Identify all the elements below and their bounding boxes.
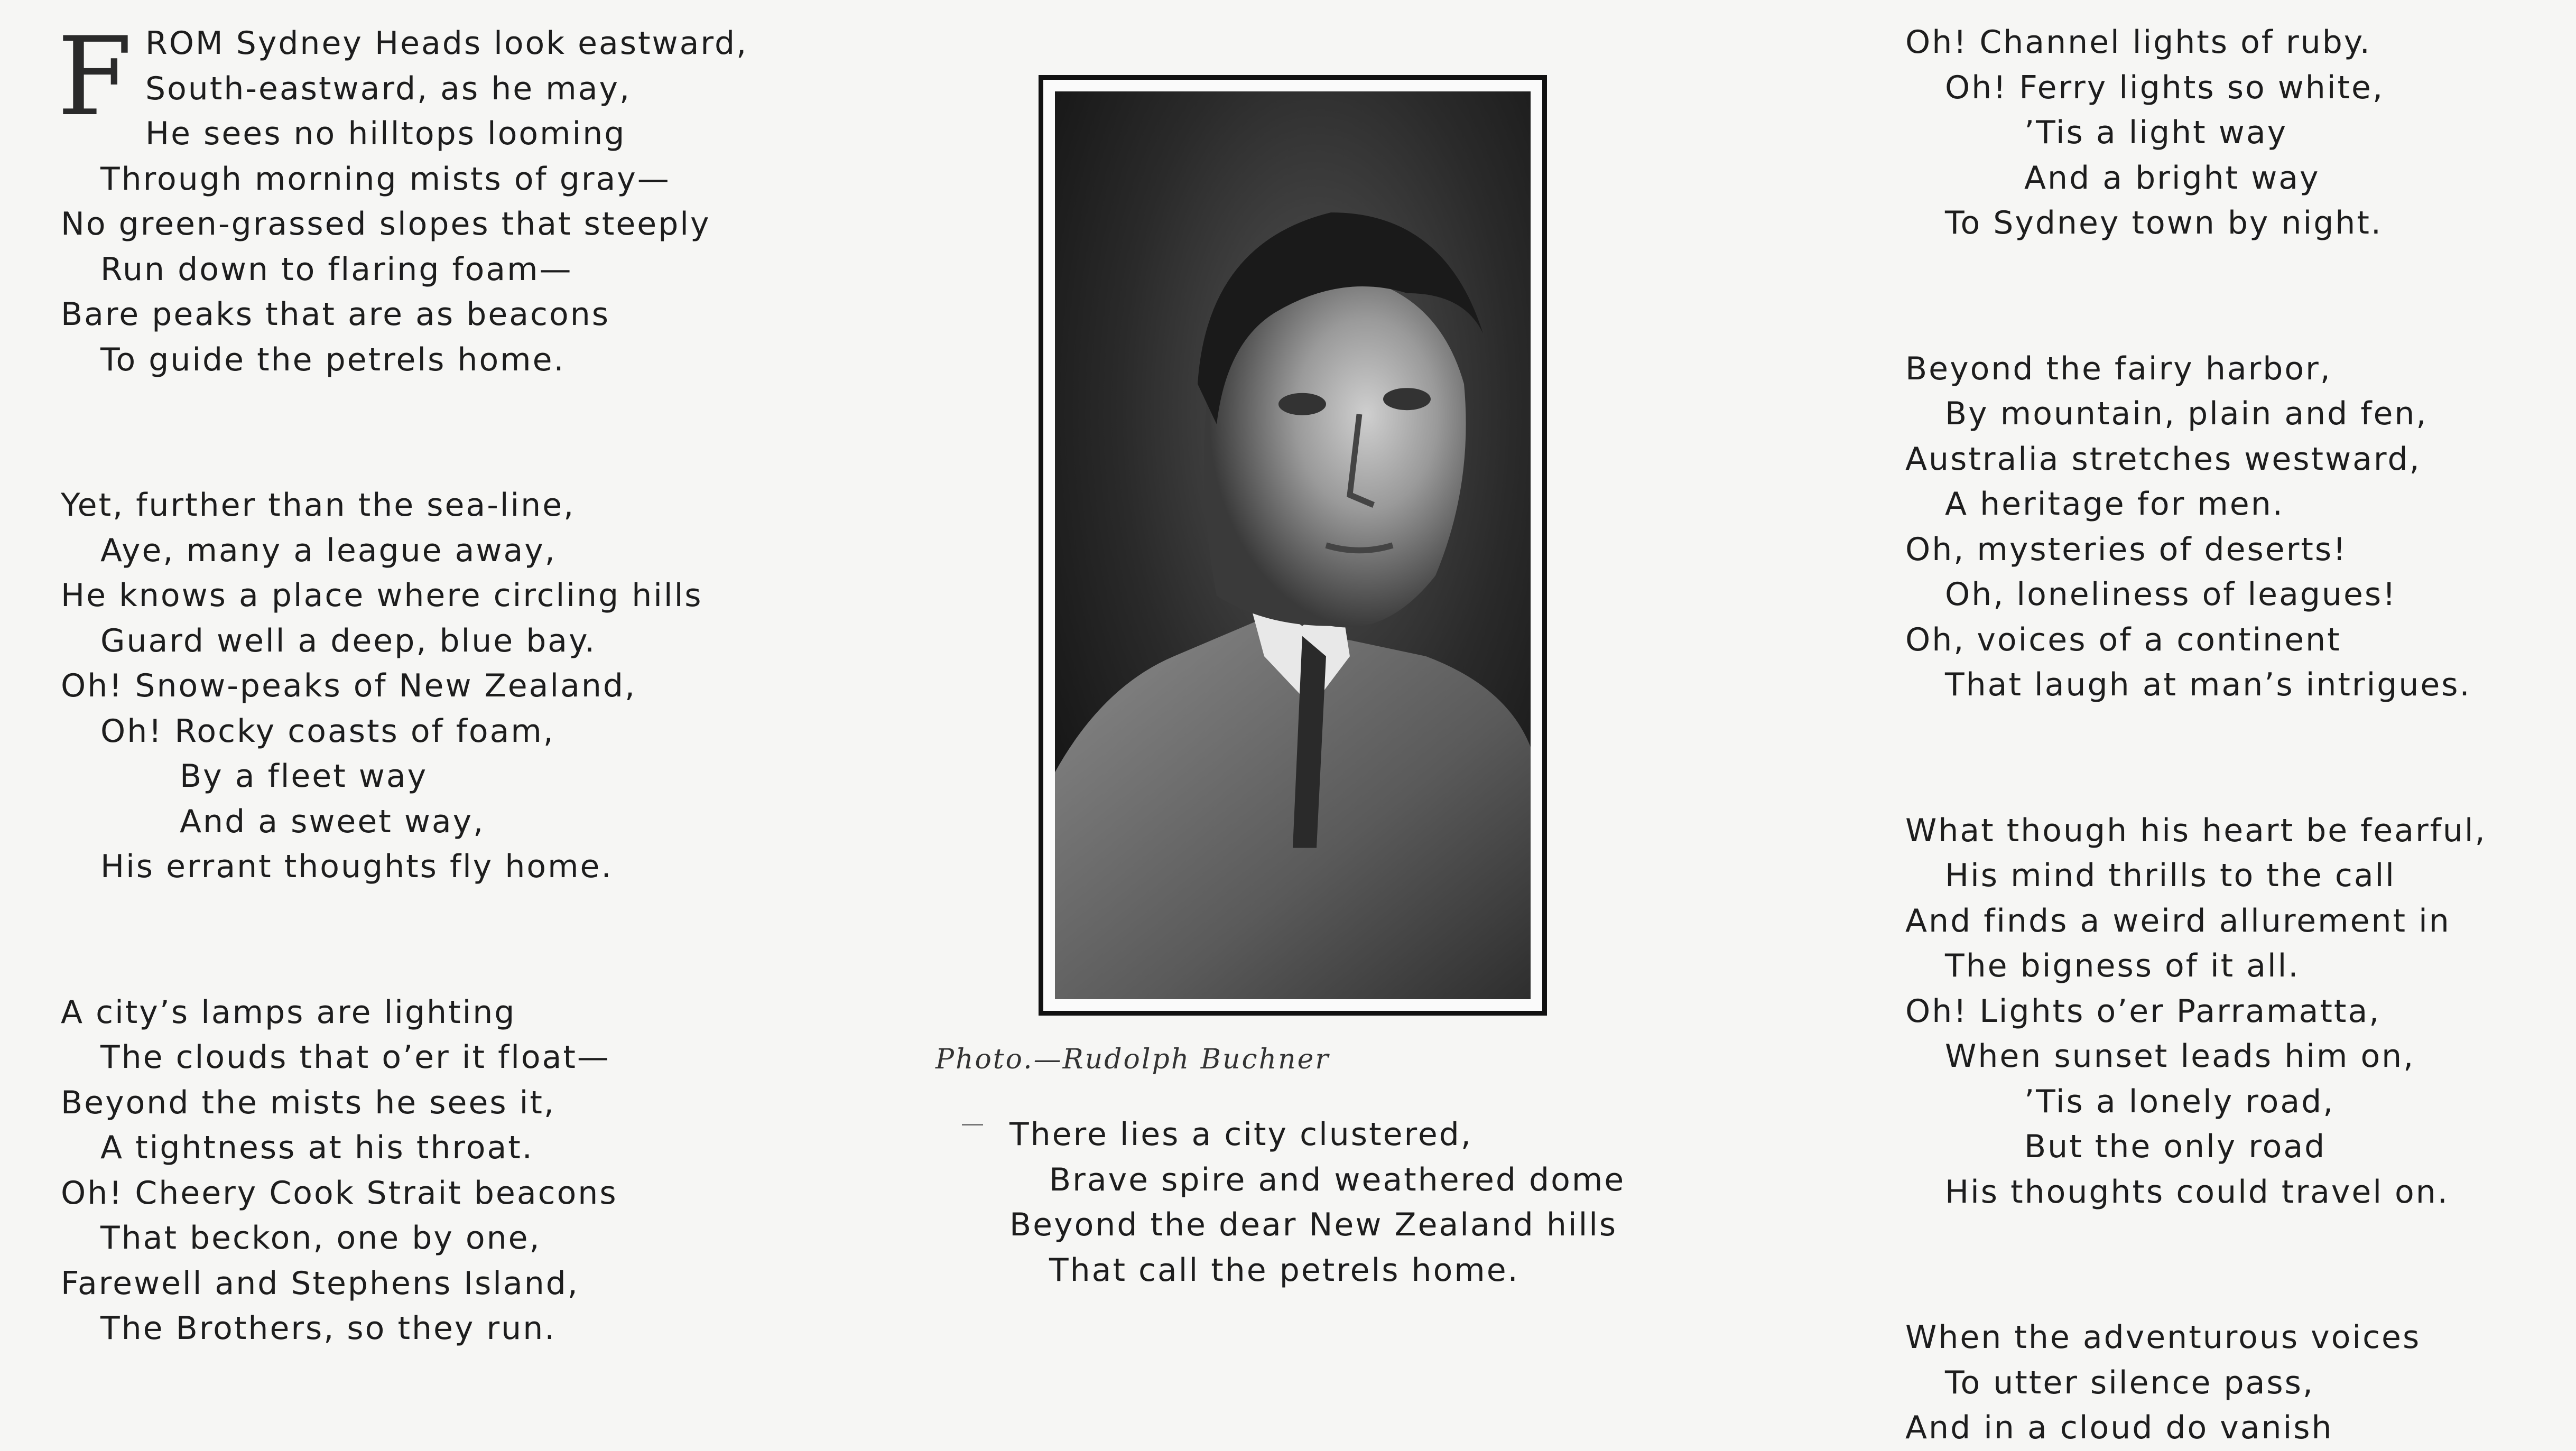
drop-cap: F (57, 14, 133, 140)
poem-left-column (61, 21, 885, 1352)
poem-line: That beckon, one by one, (100, 1220, 541, 1257)
poem-line: And a bright way (2024, 159, 2320, 197)
poem-line: ’Tis a light way (2024, 114, 2288, 151)
poem-line: Brave spire and weathered dome (1049, 1161, 1626, 1198)
poem-line: Oh! Rocky coasts of foam, (100, 712, 555, 750)
poem-line: To Sydney town by night. (1945, 204, 2383, 241)
poem-stanza (61, 483, 885, 890)
poem-stanza (1905, 20, 2571, 246)
poem-line: Guard well a deep, blue bay. (100, 622, 597, 659)
stanza-gap (61, 890, 885, 990)
poem-line: Australia stretches westward, (1905, 440, 2421, 478)
portrait-photo (1055, 91, 1531, 999)
poem-line: By mountain, plain and fen, (1945, 395, 2428, 432)
portrait-illustration (1055, 91, 1531, 999)
poem-line: The bigness of it all. (1945, 947, 2300, 984)
poem-line: The clouds that o’er it float— (100, 1039, 610, 1076)
stanza-gap (61, 383, 885, 483)
poem-stanza (61, 990, 885, 1352)
poem-line: Beyond the mists he sees it, (61, 1084, 555, 1121)
poem-line: That call the petrels home. (1049, 1251, 1519, 1289)
poem-stanza (1905, 1315, 2571, 1451)
poem-line: Oh, mysteries of deserts! (1905, 531, 2348, 568)
poem-middle-column (1009, 1112, 1697, 1293)
poem-line: Oh! Channel lights of ruby. (1905, 24, 2371, 61)
poem-line: And a sweet way, (180, 803, 485, 840)
poem-line: He sees no hilltops looming (145, 115, 626, 152)
poem-line: Oh, loneliness of leagues! (1945, 576, 2397, 613)
poem-line: Oh, voices of a continent (1905, 621, 2341, 658)
poem-line: Beyond the fairy harbor, (1905, 350, 2332, 387)
poem-line: Yet, further than the sea-line, (61, 487, 576, 524)
poem-line: A tightness at his throat. (100, 1129, 534, 1166)
portrait-photo-frame (1039, 75, 1547, 1016)
poem-line: ROM Sydney Heads look eastward, (145, 25, 748, 62)
poem-line: A city’s lamps are lighting (61, 993, 516, 1031)
divider (962, 1124, 983, 1126)
poem-stanza (1905, 347, 2571, 708)
poem-stanza (1905, 808, 2571, 1215)
poem-stanza (1009, 1112, 1697, 1293)
poem-line: No green-grassed slopes that steeply (61, 206, 711, 243)
poem-line: A heritage for men. (1945, 486, 2284, 523)
poem-line: His errant thoughts fly home. (100, 848, 613, 885)
poem-line: South-eastward, as he may, (145, 70, 632, 107)
poem-line: What though his heart be fearful, (1905, 812, 2487, 849)
poem-line: And in a cloud do vanish (1905, 1409, 2333, 1446)
stanza-gap (1905, 246, 2571, 347)
poem-line: When sunset leads him on, (1945, 1038, 2415, 1075)
poem-line: Aye, many a league away, (100, 532, 557, 569)
stanza-gap (1905, 708, 2571, 808)
poem-line: Beyond the dear New Zealand hills (1009, 1206, 1618, 1243)
stanza-gap (1905, 1215, 2571, 1315)
poem-line: When the adventurous voices (1905, 1319, 2421, 1356)
poem-line: To utter silence pass, (1945, 1364, 2314, 1401)
poem-right-column (1905, 20, 2571, 1451)
poem-line: Through morning mists of gray— (100, 160, 671, 198)
poem-line: That laugh at man’s intrigues. (1945, 666, 2471, 703)
poem-line: Farewell and Stephens Island, (61, 1264, 579, 1302)
poem-line: Oh! Cheery Cook Strait beacons (61, 1174, 618, 1212)
poem-line: ’Tis a lonely road, (2024, 1083, 2335, 1120)
poem-line: By a fleet way (180, 758, 428, 795)
poem-line: Oh! Ferry lights so white, (1945, 69, 2385, 106)
poem-line: Run down to flaring foam— (100, 250, 573, 288)
poem-stanza (61, 21, 885, 383)
poem-line: To guide the petrels home. (100, 341, 566, 378)
poem-line: He knows a place where circling hills (61, 577, 703, 614)
photo-caption: Photo.—Rudolph Buchner (935, 1044, 1330, 1075)
poem-line: There lies a city clustered, (1009, 1116, 1472, 1153)
poem-line: His mind thrills to the call (1945, 857, 2396, 894)
poem-line: But the only road (2024, 1128, 2327, 1165)
poem-line: The Brothers, so they run. (100, 1310, 557, 1347)
poem-line: Oh! Lights o’er Parramatta, (1905, 992, 2381, 1030)
poem-line: And finds a weird allurement in (1905, 902, 2451, 940)
poem-line: His thoughts could travel on. (1945, 1173, 2449, 1211)
poem-line: Oh! Snow-peaks of New Zealand, (61, 667, 637, 704)
poem-line: Bare peaks that are as beacons (61, 296, 610, 333)
